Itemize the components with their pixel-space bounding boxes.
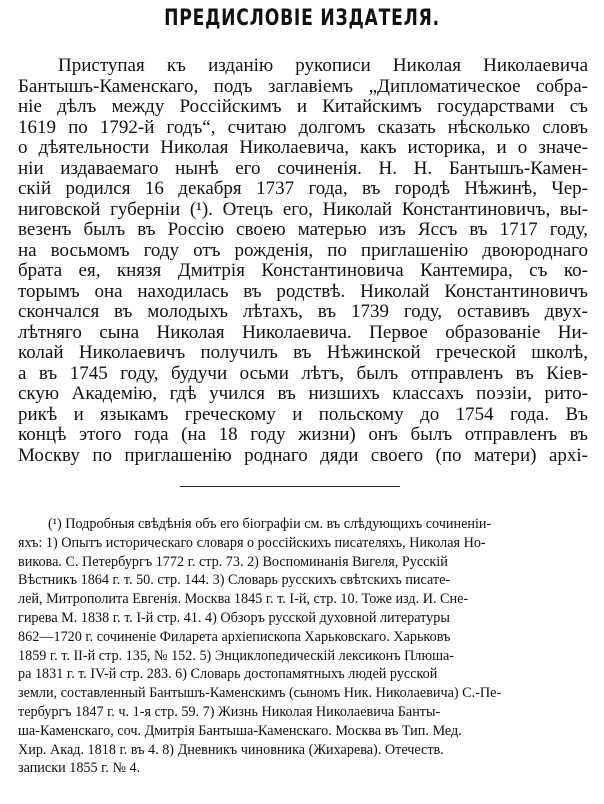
body-line-10: на восьмомъ году отъ рожденія, по приглашенію двоюроднаго	[18, 239, 588, 261]
body-line-4: 1619 по 1792-й годъ“, считаю долгомъ сказать нѣсколько словъ	[18, 116, 588, 138]
footnote-line-10: земли, составленный Бантышъ-Каменскимъ (сыномъ Ник. Николаевича) С.-Пе-	[18, 685, 502, 702]
footnote-line-13: Хир. Акад. 1818 г. въ 4. 8) Дневникъ чиновника (Жихарева). Отечеств.	[18, 741, 444, 758]
body-line-11: брата ея, князя Дмитрія Константиновича Кантемира, съ ко-	[18, 260, 588, 281]
footnote-line-6: гирева М. 1838 г. т. I-й стр. 41. 4) Обзоръ русской духовной литературы	[18, 609, 450, 626]
body-line-1: Приступая къ изданію рукописи Николая Николаевича	[58, 55, 588, 76]
body-line-16: а въ 1745 году, будучи осьми лѣтъ, былъ отправленъ въ Кіев-	[18, 362, 588, 384]
body-line-5: о дѣятельности Николая Николаевича, какъ историка, и о значе-	[18, 137, 588, 158]
footnotes	[18, 515, 588, 778]
footnote-line-3: викова. С. Петербургъ 1772 г. стр. 73. 2) Воспоминанія Вигеля, Русскій	[18, 553, 448, 570]
body-line-15: колай Николаевичъ получилъ въ Нѣжинской греческой школѣ,	[18, 342, 588, 363]
body-line-13: скончался въ молодыхъ лѣтахъ, въ 1739 году, оставивъ двух-	[18, 301, 588, 322]
footnote-line-2: яхъ: 1) Опытъ историческаго словаря о россійскихъ писателяхъ, Николая Но-	[18, 534, 486, 551]
preface-body	[18, 56, 588, 466]
body-line-7: скій родился 16 декабря 1737 года, въ городѣ Нѣжинѣ, Чер-	[18, 178, 588, 199]
body-line-12: торымъ она находилась въ родствѣ. Николай Константиновичъ	[18, 280, 588, 302]
body-line-17: скую Академію, гдѣ учился въ низшихъ классахъ поэзіи, рито-	[18, 383, 588, 404]
body-line-20: Москву по приглашенію роднаго дяди своего (по матери) архі-	[18, 444, 588, 466]
body-line-18: рикѣ и языкамъ греческому и польскому до 1754 года. Въ	[18, 403, 588, 425]
body-line-14: лѣтняго сына Николая Николаевича. Первое образованіе Ни-	[18, 321, 588, 343]
footnote-line-4: Вѣстникъ 1864 г. т. 50. стр. 144. 3) Словарь русскихъ свѣтскихъ писате-	[18, 572, 451, 589]
footnote-line-8: 1859 г. т. II-й стр. 135, № 152. 5) Энциклопедическій лексиконъ Плюшa-	[18, 647, 455, 664]
footnote-line-5: лей, Митрополита Евгенія. Москва 1845 г. т. I-й, стр. 10. Тоже изд. И. Сне-	[18, 591, 469, 608]
footnote-line-11: тербургъ 1847 г. ч. 1-я стр. 59. 7) Жизнь Николая Николаевича Банты-	[18, 703, 441, 720]
body-line-8: ниговской губерніи (¹). Отецъ его, Николай Константиновичъ, вы-	[18, 198, 588, 220]
footnote-line-14: записки 1855 г. № 4.	[18, 760, 141, 777]
body-line-6: ніи издаваемаго нынѣ его сочиненія. Н. Н. Бантышъ-Камен-	[18, 157, 588, 179]
body-line-2: Бантышъ-Каменскаго, подъ заглавіемъ „Дипломатическое собра-	[18, 75, 588, 97]
page-title: ПРЕДИСЛОВІЕ ИЗДАТЕЛЯ.	[164, 6, 440, 31]
footnote-divider	[180, 486, 400, 487]
footnote-line-7: 862—1720 г. сочиненіе Филарета архіепископа Харьковскаго. Харьковъ	[18, 628, 451, 645]
footnote-line-9: ра 1831 г. т. IV-й стр. 283. 6) Словарь достопамятныхъ людей русской	[18, 666, 438, 683]
body-line-3: ніе дѣлъ между Россійскимъ и Китайскимъ государствами съ	[18, 96, 588, 117]
footnote-line-12: ша-Каменскаго, соч. Дмитрія Бантыша-Каменскаго. Москва въ Тип. Мед.	[18, 722, 462, 739]
body-line-19: концѣ этого года (на 18 году жизни) онъ былъ отправленъ въ	[18, 424, 588, 445]
footnote-line-1: (¹) Подробныя свѣдѣнія объ его біографіи см. въ слѣдующихъ сочиненіи-	[48, 516, 492, 532]
body-line-9: везенъ былъ въ Россію своею матерью изъ Яссъ въ 1717 году,	[18, 219, 588, 240]
